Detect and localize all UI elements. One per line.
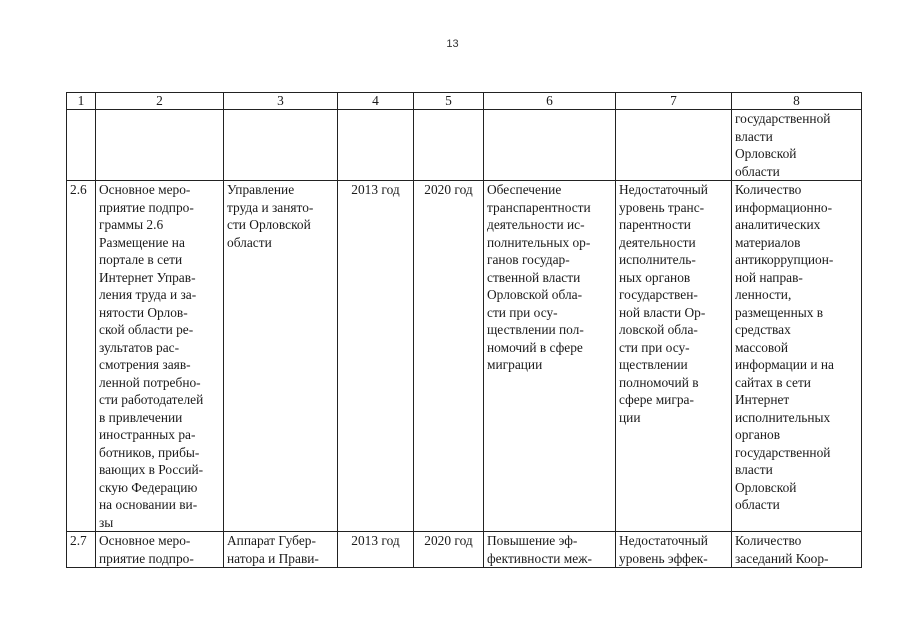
cell-text-line: 2.6 (70, 182, 87, 197)
risk-cell (616, 110, 732, 181)
cell-text-line: средствах (735, 322, 791, 337)
indicator-cell (732, 181, 862, 532)
cell-text-line: вающих в Россий- (99, 462, 204, 477)
cell-text-line: ных органов (619, 269, 691, 285)
cell-text-line: государственной (735, 444, 831, 460)
cell-text-line: Орловской обла- (487, 287, 583, 302)
indicator-cell (732, 110, 862, 181)
cell-text-line: 2.7 (70, 533, 87, 548)
cell-text-line: сайтах в сети (735, 374, 811, 390)
cell-text-line: ществлении (619, 357, 688, 372)
cell-text-line: Орловской (735, 146, 797, 161)
cell-text-line: власти (735, 128, 773, 144)
column-header: 6 (484, 93, 616, 110)
start-year-cell (338, 532, 414, 568)
cell-text-line: информационно- (735, 199, 833, 215)
start-year-cell (338, 110, 414, 181)
row-number-cell (67, 110, 96, 181)
cell-text-line: деятельности ис- (487, 217, 585, 232)
cell-text-line: труда и занято- (227, 199, 314, 215)
column-header: 1 (67, 93, 96, 110)
column-header: 8 (732, 93, 862, 110)
cell-text-line: Недостаточный (619, 533, 708, 548)
column-header: 7 (616, 93, 732, 110)
executor-cell (224, 110, 338, 181)
cell-text-line: граммы 2.6 (99, 217, 164, 232)
cell-text-line: Количество (735, 533, 802, 548)
table-row (67, 532, 862, 568)
cell-text-line: Размещение на (99, 234, 185, 250)
cell-text-line: Обеспечение (487, 182, 562, 197)
cell-text-line: 2013 год (351, 533, 400, 548)
column-header: 4 (338, 93, 414, 110)
cell-text-line: фективности меж- (487, 550, 592, 566)
cell-text-line: зы (99, 514, 114, 530)
table-row (67, 110, 862, 181)
expected-result-cell (484, 110, 616, 181)
expected-result-cell (484, 181, 616, 532)
cell-text-line: скую Федерацию (99, 479, 198, 495)
page-number: 13 (446, 38, 459, 50)
measure-cell (96, 532, 224, 568)
cell-text-line: 2020 год (424, 533, 473, 548)
cell-text-line: деятельности (619, 234, 696, 250)
cell-text-line: транспарентности (487, 199, 591, 215)
cell-text-line: ботников, прибы- (99, 444, 200, 460)
cell-text-line: государственной (735, 111, 831, 126)
cell-text-line: Основное меро- (99, 533, 191, 548)
end-year-cell (414, 532, 484, 568)
cell-text-line: ской области ре- (99, 322, 194, 337)
cell-text-line: аналитических (735, 217, 821, 232)
cell-text-line: ленности, (735, 287, 792, 302)
end-year-cell (414, 110, 484, 181)
row-number-cell (67, 532, 96, 568)
risk-cell (616, 181, 732, 532)
measure-cell (96, 110, 224, 181)
cell-text-line: информации и на (735, 357, 834, 372)
cell-text-line: портале в сети (99, 252, 183, 267)
cell-text-line: иностранных ра- (99, 427, 196, 442)
cell-text-line: области (735, 497, 780, 512)
cell-text-line: сти при осу- (487, 304, 558, 320)
cell-text-line: ной направ- (735, 269, 803, 285)
cell-text-line: уровень эффек- (619, 550, 708, 566)
cell-text-line: ловской обла- (619, 322, 698, 337)
risk-cell (616, 532, 732, 568)
cell-text-line: размещенных в (735, 304, 824, 320)
cell-text-line: антикоррупцион- (735, 252, 834, 267)
cell-text-line: сти работодателей (99, 392, 204, 407)
table-row (67, 181, 862, 532)
cell-text-line: Повышение эф- (487, 533, 578, 548)
cell-text-line: области (227, 234, 272, 250)
cell-text-line: органов (735, 427, 781, 442)
cell-text-line: нятости Орлов- (99, 304, 188, 320)
cell-text-line: номочий в сфере (487, 339, 583, 355)
cell-text-line: 2013 год (351, 182, 400, 197)
executor-cell (224, 532, 338, 568)
cell-text-line: Основное меро- (99, 182, 191, 197)
cell-text-line: уровень транс- (619, 199, 705, 215)
cell-text-line: ции (619, 409, 641, 425)
cell-text-line: ленной потребно- (99, 374, 201, 390)
cell-text-line: массовой (735, 339, 789, 355)
cell-text-line: сфере мигра- (619, 392, 694, 407)
cell-text-line: ганов государ- (487, 252, 570, 267)
row-number-cell (67, 181, 96, 532)
cell-text-line: ственной власти (487, 269, 581, 285)
cell-text-line: ной власти Ор- (619, 304, 706, 320)
cell-text-line: сти при осу- (619, 339, 690, 355)
column-header: 2 (96, 93, 224, 110)
cell-text-line: полнительных ор- (487, 234, 591, 250)
cell-text-line: заседаний Коор- (735, 550, 829, 566)
cell-text-line: власти (735, 462, 773, 477)
cell-text-line: приятие подпро- (99, 199, 194, 215)
cell-text-line: государствен- (619, 287, 698, 302)
cell-text-line: Орловской (735, 479, 797, 495)
cell-text-line: парентности (619, 217, 691, 232)
start-year-cell (338, 181, 414, 532)
cell-text-line: миграции (487, 357, 543, 372)
cell-text-line: сти Орловской (227, 217, 311, 232)
cell-text-line: Количество (735, 182, 802, 197)
cell-text-line: исполнитель- (619, 252, 696, 267)
cell-text-line: Аппарат Губер- (227, 533, 316, 548)
column-header: 5 (414, 93, 484, 110)
indicator-cell (732, 532, 862, 568)
cell-text-line: приятие подпро- (99, 550, 194, 566)
cell-text-line: ления труда и за- (99, 287, 197, 302)
cell-text-line: Интернет Управ- (99, 269, 196, 285)
cell-text-line: области (735, 163, 780, 179)
cell-text-line: Интернет (735, 392, 790, 407)
expected-result-cell (484, 532, 616, 568)
table-header-row (67, 93, 862, 110)
cell-text-line: 2020 год (424, 182, 473, 197)
cell-text-line: смотрения заяв- (99, 357, 191, 372)
cell-text-line: исполнительных (735, 409, 831, 425)
cell-text-line: натора и Прави- (227, 550, 319, 566)
cell-text-line: зультатов рас- (99, 339, 180, 355)
cell-text-line: материалов (735, 234, 801, 250)
executor-cell (224, 181, 338, 532)
cell-text-line: ществлении пол- (487, 322, 584, 337)
cell-text-line: на основании ви- (99, 497, 198, 512)
cell-text-line: в привлечении (99, 409, 183, 425)
cell-text-line: Недостаточный (619, 182, 708, 197)
measure-cell (96, 181, 224, 532)
document-table-container (66, 92, 862, 568)
cell-text-line: полномочий в (619, 374, 699, 390)
end-year-cell (414, 181, 484, 532)
column-header: 3 (224, 93, 338, 110)
document-table (66, 92, 862, 568)
cell-text-line: Управление (227, 182, 295, 197)
